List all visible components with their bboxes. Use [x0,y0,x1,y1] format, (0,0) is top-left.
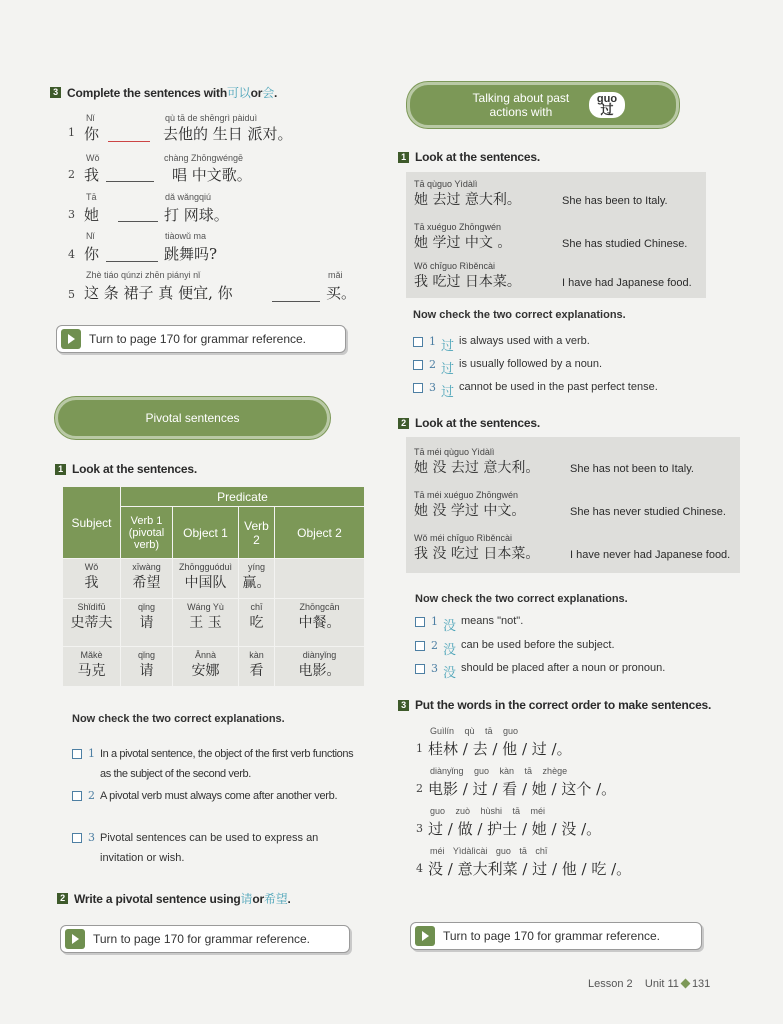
grammar-reference-button[interactable]: Turn to page 170 for grammar reference. [410,922,702,950]
checkbox-option[interactable]: 2 A pivotal verb must always come after another verb. [72,786,362,806]
look-sentences-heading: 1 Look at the sentences. [398,150,540,164]
sentence-number: 4 [68,248,75,261]
example-row: Tā xuéguo Zhōngwén 她 学过 中文 。 She has studied Chinese. [414,222,688,251]
past-actions-banner: Talking about past actions with guo 过 [407,82,679,128]
sentence-number: 5 [68,288,75,301]
example-row: Tā méi xuéguo Zhōngwén 她 没 学过 中文。 She has never studied Chinese. [414,490,726,519]
look-sentences-heading: 2 Look at the sentences. [398,416,540,430]
checkbox-option[interactable]: 3 没 should be placed after a noun or pronoun. [415,662,665,681]
checkbox-option[interactable]: 3 过 cannot be used in the past perfect tense. [413,381,658,400]
textbook-page: 3 Complete the sentences with 可以 or 会 . 1 Nǐ 你 qù tā de shēngrì pàiduì 去他的 生日 派对。 2 Wǒ 我 chàng Zhōngwéngē 唱 中文歌。 3 Tā 她 dǎ wǎngqiú 打 网球。 4 Nǐ 你 tiàowǔ ma 跳舞吗? 5 Zhè tiáo qúnzi zhēn piányi nǐ 这 条 裙子 真 便宜, 你 mǎi 买。 Turn to page 170 for grammar reference. Pivotal sentences 1 Look at the sentences. Subject Predicate Verb 1 (pivotal verb) Object 1 Verb 2 Object 2 Wǒ 我 xīwàng 希望 Zhōngguóduì 中国队 yíng 赢。 Shǐdìfū 史蒂夫 qǐng 请 Wáng Yù 王 玉 chī 吃 Zhōngcān 中餐。 Mǎkè 马克 qǐng 请 Ānnà 安娜 kàn 看 diànyǐng 电影。 Now check the two correct explanations. 1 In a pivotal sentence, the object of the first verb functions as the subject of the second verb. 2 A pivotal verb must always come after another verb. 3 Pivotal sentences can be used to express an invitation or wish. 2 Write a pivotal sentence using 请 or 希望 . Turn to page 170 for grammar reference. Talking about past actions with guo 过 1 Look at the sentences. Tā qùguo Yìdàlì 她 去过 意大利。 She has been to Italy. Tā xuéguo Zhōngwén 她 学过 中文 。 She has studied Chinese. Wǒ chīguo Rìběncài 我 吃过 日本菜。 I have had Japanese food. Now check the two correct explanations. 1 过 is always used with a verb. 2 过 is usually followed by a noun. 3 过 cannot be used in the past perfect tense. 2 Look at the sentences. Tā méi qùguo Yìdàlì 她 没 去过 意大利。 She has not been to Italy. Tā méi xuéguo Zhōngwén 她 没 学过 中文。 She has never studied Chinese. Wǒ méi chīguo Rìběncài 我 没 吃过 日本菜。 I have never had Japanese food. Now check the two correct explanations. 1 没 means "not". 2 没 can be used before the subject. 3 没 should be placed after a noun or pronoun. 3 Put the words in the correct order to make sentences. 1 Guìlín qù tā guo 桂林 / 去 / 他 / 过 /。 2 diànyǐng guo kàn tā zhège 电影 / 过 / 看 / 她 / 这个 /。 3 guo zuò hùshi tā méi 过 / 做 / 护士 / 她 / 没 /。 4 méi Yìdàlìcài guo tā chī 没 / 意大利菜 / 过 / 他 / 吃 /。 Turn to page 170 for grammar reference. Lesson 2 Unit 11 131 [0,0,783,1024]
guo-bubble: guo 过 [589,92,625,118]
check-instructions: Now check the two correct explanations. [413,309,626,321]
checkbox[interactable] [72,749,82,759]
checkbox-option[interactable]: 1 过 is always used with a verb. [413,335,590,354]
checkbox[interactable] [415,641,425,651]
example-sentences-box [406,172,706,298]
page-footer: Lesson 2 Unit 11 131 [588,978,711,990]
example-row: Tā méi qùguo Yìdàlì 她 没 去过 意大利。 She has not been to Italy. [414,447,694,476]
answer-blank[interactable] [106,250,158,262]
answer-blank[interactable] [118,210,158,222]
play-arrow-icon [61,329,81,349]
checkbox[interactable] [413,383,423,393]
look-sentences-heading: 1 Look at the sentences. [55,462,197,476]
table-row: Shǐdìfū 史蒂夫 qǐng 请 Wáng Yù 王 玉 chī 吃 Zhōngcān 中餐。 [63,599,365,647]
table-header: Object 1 [173,507,239,559]
sentence-number: 1 [68,126,75,139]
checkbox[interactable] [415,617,425,627]
table-header: Subject [63,487,121,559]
checkbox[interactable] [413,337,423,347]
play-arrow-icon [415,926,435,946]
table-row: Mǎkè 马克 qǐng 请 Ānnà 安娜 kàn 看 diànyǐng 电影。 [63,647,365,687]
diamond-icon [680,979,690,989]
checkbox[interactable] [72,833,82,843]
word-order-heading: 3 Put the words in the correct order to make sentences. [398,698,711,712]
sentence-number: 3 [68,208,75,221]
sentence-number: 2 [68,168,75,181]
example-row: Wǒ chīguo Rìběncài 我 吃过 日本菜。 I have had Japanese food. [414,261,692,290]
table-header: Verb 2 [239,507,275,559]
checkbox[interactable] [72,791,82,801]
checkbox-option[interactable]: 1 没 means "not". [415,615,523,634]
table-header: Verb 1 (pivotal verb) [121,507,173,559]
check-instructions: Now check the two correct explanations. [72,713,285,725]
checkbox-option[interactable]: 3 Pivotal sentences can be used to express an invitation or wish. [72,828,362,868]
grammar-reference-button[interactable]: Turn to page 170 for grammar reference. [56,325,346,353]
answer-blank[interactable] [106,170,154,182]
example-row: Tā qùguo Yìdàlì 她 去过 意大利。 She has been to Italy. [414,179,668,208]
checkbox[interactable] [415,664,425,674]
section-number: 3 [50,87,61,98]
example-sentences-box [406,437,740,573]
predicate-header: Predicate [121,487,365,507]
pivotal-sentences-banner: Pivotal sentences [55,397,330,439]
checkbox-option[interactable]: 1 In a pivotal sentence, the object of the first verb functions as the subject of the second verb. [72,744,362,784]
example-row: Wǒ méi chīguo Rìběncài 我 没 吃过 日本菜。 I have never had Japanese food. [414,533,731,562]
answer-blank[interactable] [108,130,150,142]
check-instructions: Now check the two correct explanations. [415,593,628,605]
answer-blank[interactable] [272,290,320,302]
checkbox-option[interactable]: 2 过 is usually followed by a noun. [413,358,602,377]
table-row: Wǒ 我 xīwàng 希望 Zhōngguóduì 中国队 yíng 赢。 [63,559,365,599]
checkbox[interactable] [413,360,423,370]
checkbox-option[interactable]: 2 没 can be used before the subject. [415,639,615,658]
table-header: Object 2 [275,507,365,559]
write-sentence-heading: 2 Write a pivotal sentence using 请 or 希望 . [57,890,291,907]
section-3-heading: 3 Complete the sentences with 可以 or 会 . [50,84,277,101]
grammar-reference-button[interactable]: Turn to page 170 for grammar reference. [60,925,350,953]
play-arrow-icon [65,929,85,949]
pivotal-sentence-table [62,486,365,687]
